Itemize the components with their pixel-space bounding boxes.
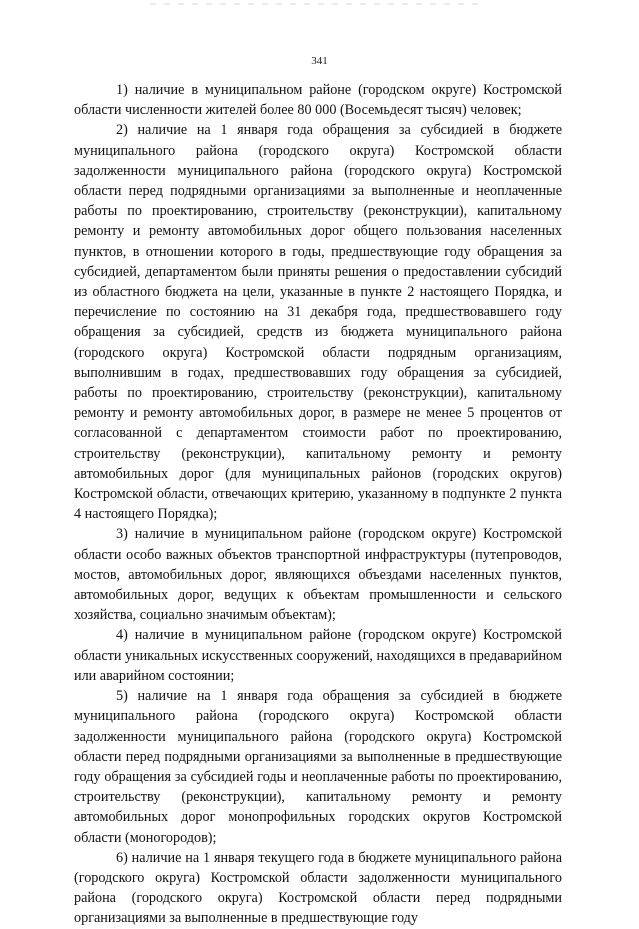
document-body	[74, 80, 562, 929]
page-number: 341	[311, 55, 328, 67]
paragraph-item-1: 1) наличие в муниципальном районе (городском округе) Костромской области численности жителей более 80 000 (Восемьдесят тысяч) человек;	[74, 82, 562, 119]
paragraph-item-2: 2) наличие на 1 января года обращения за субсидией в бюджете муниципального района (городского округа) Костромской области задолженности муниципального района (городского округа) Костромской области перед подрядными организациями за выполненные и неоплаченные работы по проектированию, строительству (реконструкции), капитальному ремонту и ремонту автомобильных дорог общего пользования населенных пунктов, в отношении которого в годы, предшествующие году обращения за субсидией, департаментом были приняты решения о предоставлении субсидий из областного бюджета на цели, указанные в пункте 2 настоящего Порядка, и перечисление по состоянию на 31 декабря года, предшествовавшего году обращения за субсидией, средств из бюджета муниципального района (городского округа) Костромской области подрядным организациям, выполнившим в годах, предшествовавших году обращения за субсидией, работы по проектированию, строительству (реконструкции), капитальному ремонту и ремонту автомобильных дорог, в размере не менее 5 процентов от согласованной с департаментом стоимости работ по проектированию, строительству (реконструкции), капитальному ремонту и ремонту автомобильных дорог (для муниципальных районов (городских округов) Костромской области, отвечающих критерию, указанному в подпункте 2 пункта 4 настоящего Порядка);	[74, 122, 562, 523]
paragraph-item-3: 3) наличие в муниципальном районе (городском округе) Костромской области особо важных объектов транспортной инфраструктуры (путепроводов, мостов, автомобильных дорог, являющихся объездами населенных пунктов, автомобильных дорог, ведущих к объектам промышленности и сельского хозяйства, социально значимым объектам);	[74, 526, 562, 624]
paragraph-item-5: 5) наличие на 1 января года обращения за субсидией в бюджете муниципального района (городского округа) Костромской области задолженности муниципального района (городского округа) Костромской области перед подрядными организациями за выполненные в предшествующие году обращения за субсидией годы и неоплаченные работы по проектированию, строительству (реконструкции), капитальному ремонту и ремонту автомобильных дорог монопрофильных городских округов Костромской области (моногородов);	[74, 688, 562, 846]
scan-artifact	[150, 3, 480, 5]
paragraph-item-4: 4) наличие в муниципальном районе (городском округе) Костромской области уникальных искусственных сооружений, находящихся в предаварийном или аварийном состоянии;	[74, 627, 562, 684]
paragraph-item-6: 6) наличие на 1 января текущего года в бюджете муниципального района (городского округа) Костромской области задолженности муниципального района (городского округа) Костромской области перед подрядными организациями за выполненные в предшествующие году	[74, 849, 562, 927]
